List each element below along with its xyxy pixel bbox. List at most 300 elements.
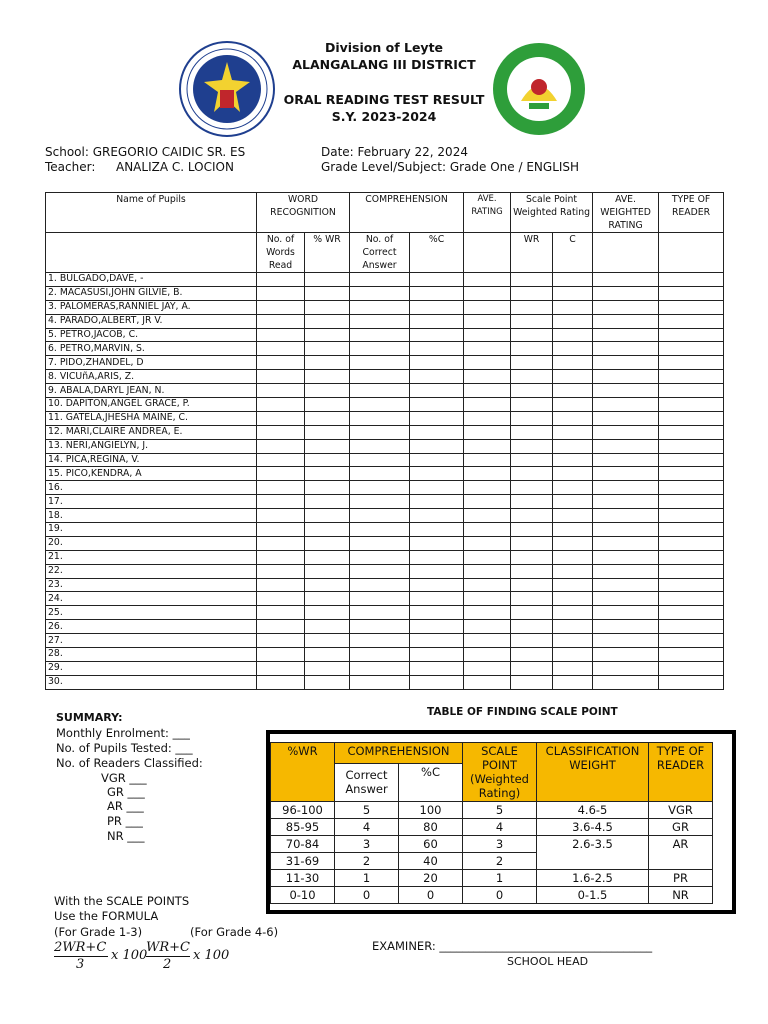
- formula-grade-1-3-expression: [54, 940, 154, 974]
- score-cell: [464, 370, 511, 384]
- score-cell: [410, 495, 464, 509]
- scale-weight-cell: 1.6-2.5: [537, 870, 649, 887]
- scale-wr-cell: 31-69: [271, 853, 335, 870]
- score-cell: [659, 439, 724, 453]
- score-cell: [464, 648, 511, 662]
- score-cell: [350, 648, 410, 662]
- score-cell: [305, 356, 350, 370]
- score-cell: [305, 564, 350, 578]
- score-cell: [350, 342, 410, 356]
- score-cell: [350, 509, 410, 523]
- score-cell: [350, 370, 410, 384]
- score-cell: [659, 578, 724, 592]
- score-cell: [350, 620, 410, 634]
- pupil-name-cell: 21.: [46, 550, 257, 564]
- score-cell: [410, 300, 464, 314]
- score-cell: [410, 634, 464, 648]
- scale-scale-cell: 0: [463, 887, 537, 904]
- score-cell: [350, 384, 410, 398]
- score-cell: [410, 398, 464, 412]
- score-cell: [511, 550, 553, 564]
- table-row: [46, 398, 724, 412]
- col-scale-point-header: Scale Point Weighted Rating: [511, 193, 593, 233]
- score-cell: [464, 439, 511, 453]
- scale-pct-c-header: %C: [399, 763, 463, 801]
- scale-scale-cell: 4: [463, 819, 537, 836]
- scale-type-header: TYPE OF READER: [649, 743, 713, 802]
- scale-classification-header: CLASSIFICATION WEIGHT: [537, 743, 649, 802]
- score-cell: [553, 509, 593, 523]
- score-cell: [350, 495, 410, 509]
- pupil-name-cell: 11. GATELA,JHESHA MAINE, C.: [46, 411, 257, 425]
- table-row: [46, 523, 724, 537]
- date-label: Date: February 22, 2024: [321, 145, 468, 159]
- score-cell: [257, 634, 305, 648]
- pupil-name-cell: 7. PIDO,ZHANDEL, D: [46, 356, 257, 370]
- score-cell: [659, 398, 724, 412]
- score-cell: [553, 300, 593, 314]
- scale-pct-cell: 100: [399, 802, 463, 819]
- formula-grade-4-6-expression: [146, 940, 246, 974]
- scale-weight-cell: 0-1.5: [537, 887, 649, 904]
- score-cell: [257, 453, 305, 467]
- score-cell: [464, 425, 511, 439]
- score-cell: [410, 356, 464, 370]
- table-row: [46, 634, 724, 648]
- score-cell: [305, 286, 350, 300]
- score-cell: [410, 314, 464, 328]
- score-cell: [593, 536, 659, 550]
- score-cell: [305, 592, 350, 606]
- table-row: [46, 411, 724, 425]
- score-cell: [350, 467, 410, 481]
- pupil-name-cell: 30.: [46, 675, 257, 689]
- score-cell: [257, 398, 305, 412]
- scale-correct-cell: 3: [335, 836, 399, 853]
- score-cell: [257, 495, 305, 509]
- school-head-label: SCHOOL HEAD: [507, 955, 589, 968]
- score-cell: [410, 439, 464, 453]
- score-cell: [659, 606, 724, 620]
- formula-1-numerator: 2WR+C: [54, 940, 107, 955]
- table-row: [271, 819, 713, 836]
- scale-wr-cell: 0-10: [271, 887, 335, 904]
- score-cell: [464, 300, 511, 314]
- score-cell: [410, 342, 464, 356]
- table-row: [46, 328, 724, 342]
- score-cell: [553, 634, 593, 648]
- formula-1-multiplier: x 100: [111, 948, 148, 963]
- score-cell: [410, 536, 464, 550]
- pupil-name-cell: 15. PICO,KENDRA, A: [46, 467, 257, 481]
- col-ave-weighted-header: AVE. WEIGHTED RATING: [593, 193, 659, 233]
- score-cell: [257, 578, 305, 592]
- scale-scale-cell: 5: [463, 802, 537, 819]
- scale-pct-cell: 60: [399, 836, 463, 853]
- pupil-name-cell: 25.: [46, 606, 257, 620]
- score-cell: [410, 523, 464, 537]
- pupil-name-cell: 14. PICA,REGINA, V.: [46, 453, 257, 467]
- score-cell: [511, 314, 553, 328]
- score-cell: [410, 273, 464, 287]
- score-cell: [593, 314, 659, 328]
- score-cell: [410, 648, 464, 662]
- score-cell: [659, 495, 724, 509]
- score-cell: [257, 564, 305, 578]
- table-row: [46, 481, 724, 495]
- formula-intro-1: With the SCALE POINTS: [54, 894, 190, 908]
- score-cell: [305, 398, 350, 412]
- table-row: [46, 536, 724, 550]
- scale-correct-cell: 4: [335, 819, 399, 836]
- score-cell: [410, 661, 464, 675]
- score-cell: [305, 411, 350, 425]
- table-row: [46, 467, 724, 481]
- score-cell: [305, 495, 350, 509]
- score-cell: [511, 370, 553, 384]
- score-cell: [257, 300, 305, 314]
- score-cell: [305, 606, 350, 620]
- score-cell: [464, 342, 511, 356]
- score-cell: [350, 314, 410, 328]
- score-cell: [350, 300, 410, 314]
- score-cell: [410, 592, 464, 606]
- score-cell: [659, 550, 724, 564]
- score-cell: [659, 675, 724, 689]
- table-row: [46, 425, 724, 439]
- score-cell: [464, 453, 511, 467]
- scale-correct-cell: 0: [335, 887, 399, 904]
- score-cell: [305, 384, 350, 398]
- table-row: [46, 314, 724, 328]
- score-cell: [593, 328, 659, 342]
- score-cell: [511, 648, 553, 662]
- pupil-name-cell: 23.: [46, 578, 257, 592]
- score-cell: [593, 592, 659, 606]
- score-cell: [257, 342, 305, 356]
- score-cell: [464, 398, 511, 412]
- score-cell: [464, 661, 511, 675]
- score-cell: [659, 648, 724, 662]
- score-cell: [511, 398, 553, 412]
- scale-type-cell: AR: [649, 836, 713, 870]
- table-row: [46, 453, 724, 467]
- scale-correct-cell: 2: [335, 853, 399, 870]
- score-cell: [511, 661, 553, 675]
- score-cell: [593, 356, 659, 370]
- score-cell: [305, 453, 350, 467]
- col-type-sub-blank: [659, 233, 724, 273]
- score-cell: [593, 370, 659, 384]
- score-cell: [553, 328, 593, 342]
- scale-weight-cell: 4.6-5: [537, 802, 649, 819]
- grade-level-label: Grade Level/Subject: Grade One / ENGLISH: [321, 160, 580, 174]
- table-row: [46, 606, 724, 620]
- pupil-name-cell: 6. PETRO,MARVIN, S.: [46, 342, 257, 356]
- score-cell: [305, 342, 350, 356]
- score-cell: [553, 370, 593, 384]
- score-cell: [593, 453, 659, 467]
- table-row: [46, 550, 724, 564]
- score-cell: [659, 661, 724, 675]
- score-cell: [350, 398, 410, 412]
- table-row: [46, 564, 724, 578]
- score-cell: [511, 328, 553, 342]
- score-cell: [553, 661, 593, 675]
- scale-point-header: SCALE POINT (Weighted Rating): [463, 743, 537, 802]
- score-cell: [257, 328, 305, 342]
- score-cell: [659, 356, 724, 370]
- col-wr-header: WR: [511, 233, 553, 273]
- score-cell: [593, 661, 659, 675]
- score-cell: [350, 273, 410, 287]
- formula-grade-4-6: (For Grade 4-6): [190, 925, 279, 939]
- score-cell: [350, 286, 410, 300]
- score-cell: [305, 467, 350, 481]
- score-cell: [350, 550, 410, 564]
- table-row: [46, 273, 724, 287]
- table-row: [46, 661, 724, 675]
- score-cell: [659, 634, 724, 648]
- score-cell: [659, 509, 724, 523]
- score-cell: [257, 411, 305, 425]
- score-cell: [511, 495, 553, 509]
- summary-ar: AR ___: [107, 799, 144, 813]
- pupil-name-cell: 19.: [46, 523, 257, 537]
- score-cell: [257, 620, 305, 634]
- score-cell: [553, 648, 593, 662]
- score-cell: [350, 328, 410, 342]
- score-cell: [305, 634, 350, 648]
- score-cell: [553, 467, 593, 481]
- score-cell: [350, 453, 410, 467]
- pupil-name-cell: 4. PARADO,ALBERT, JR V.: [46, 314, 257, 328]
- scale-wr-cell: 11-30: [271, 870, 335, 887]
- table-row: [46, 620, 724, 634]
- formula-2-denominator: 2: [163, 957, 172, 972]
- scale-table-title: TABLE OF FINDING SCALE POINT: [427, 706, 618, 718]
- score-cell: [305, 273, 350, 287]
- score-cell: [350, 425, 410, 439]
- score-cell: [659, 536, 724, 550]
- summary-gr: GR ___: [107, 785, 145, 799]
- teacher-name: ANALIZA C. LOCION: [116, 160, 234, 174]
- formula-2-multiplier: x 100: [193, 948, 230, 963]
- pupil-name-cell: 1. BULGADO,DAVE, -: [46, 273, 257, 287]
- score-cell: [410, 286, 464, 300]
- score-cell: [464, 273, 511, 287]
- score-cell: [659, 328, 724, 342]
- score-cell: [464, 634, 511, 648]
- score-cell: [305, 648, 350, 662]
- score-cell: [593, 286, 659, 300]
- scale-scale-cell: 3: [463, 836, 537, 853]
- score-cell: [257, 314, 305, 328]
- score-cell: [593, 648, 659, 662]
- score-cell: [257, 356, 305, 370]
- table-row: [46, 495, 724, 509]
- score-cell: [305, 370, 350, 384]
- formula-intro-2: Use the FORMULA: [54, 909, 159, 923]
- score-cell: [410, 384, 464, 398]
- score-cell: [511, 620, 553, 634]
- col-ave-weighted-sub-blank: [593, 233, 659, 273]
- pupil-name-cell: 20.: [46, 536, 257, 550]
- score-cell: [305, 300, 350, 314]
- score-cell: [511, 606, 553, 620]
- scale-wr-cell: 70-84: [271, 836, 335, 853]
- score-cell: [350, 661, 410, 675]
- score-cell: [464, 467, 511, 481]
- score-cell: [553, 620, 593, 634]
- score-cell: [659, 523, 724, 537]
- col-word-recognition-header: WORD RECOGNITION: [257, 193, 350, 233]
- score-cell: [350, 634, 410, 648]
- score-cell: [305, 509, 350, 523]
- score-cell: [593, 523, 659, 537]
- table-row: [46, 342, 724, 356]
- score-cell: [593, 342, 659, 356]
- score-cell: [464, 314, 511, 328]
- score-cell: [257, 592, 305, 606]
- pupil-name-cell: 28.: [46, 648, 257, 662]
- col-pct-wr-header: % WR: [305, 233, 350, 273]
- pupil-name-cell: 9. ABALA,DARYL JEAN, N.: [46, 384, 257, 398]
- summary-pr: PR ___: [107, 814, 143, 828]
- score-cell: [257, 536, 305, 550]
- score-cell: [410, 411, 464, 425]
- scale-type-cell: VGR: [649, 802, 713, 819]
- header-report-title: ORAL READING TEST RESULT: [283, 92, 485, 107]
- score-cell: [350, 536, 410, 550]
- score-cell: [593, 411, 659, 425]
- score-cell: [305, 523, 350, 537]
- score-cell: [410, 675, 464, 689]
- pupil-name-cell: 2. MACASUSI,JOHN GILVIE, B.: [46, 286, 257, 300]
- score-cell: [305, 620, 350, 634]
- score-cell: [464, 550, 511, 564]
- score-cell: [257, 467, 305, 481]
- scale-correct-cell: 1: [335, 870, 399, 887]
- score-cell: [593, 606, 659, 620]
- col-name-sub-blank: [46, 233, 257, 273]
- pupil-name-cell: 12. MARI,CLAIRE ANDREA, E.: [46, 425, 257, 439]
- score-cell: [593, 439, 659, 453]
- score-cell: [410, 370, 464, 384]
- score-cell: [593, 578, 659, 592]
- teacher-label: Teacher:: [45, 160, 96, 174]
- score-cell: [659, 592, 724, 606]
- score-cell: [659, 286, 724, 300]
- score-cell: [305, 314, 350, 328]
- score-cell: [553, 273, 593, 287]
- score-cell: [464, 606, 511, 620]
- pupil-name-cell: 3. PALOMERAS,RANNIEL JAY, A.: [46, 300, 257, 314]
- score-cell: [257, 286, 305, 300]
- summary-classified: No. of Readers Classified:: [56, 756, 203, 770]
- score-cell: [464, 536, 511, 550]
- score-cell: [659, 342, 724, 356]
- scale-scale-cell: 2: [463, 853, 537, 870]
- score-cell: [659, 273, 724, 287]
- score-cell: [553, 592, 593, 606]
- score-cell: [659, 467, 724, 481]
- header-district: ALANGALANG III DISTRICT: [292, 57, 476, 72]
- score-cell: [593, 398, 659, 412]
- score-cell: [464, 620, 511, 634]
- score-cell: [257, 273, 305, 287]
- scale-weight-cell: 3.6-4.5: [537, 819, 649, 836]
- score-cell: [464, 564, 511, 578]
- pupil-name-cell: 24.: [46, 592, 257, 606]
- scale-wr-cell: 85-95: [271, 819, 335, 836]
- score-cell: [410, 453, 464, 467]
- score-cell: [553, 536, 593, 550]
- table-row: [271, 870, 713, 887]
- score-cell: [350, 592, 410, 606]
- score-cell: [659, 620, 724, 634]
- pupil-name-cell: 29.: [46, 661, 257, 675]
- pupil-name-cell: 5. PETRO,JACOB, C.: [46, 328, 257, 342]
- score-cell: [410, 425, 464, 439]
- score-cell: [511, 453, 553, 467]
- scale-type-cell: GR: [649, 819, 713, 836]
- score-cell: [410, 578, 464, 592]
- score-cell: [350, 564, 410, 578]
- score-cell: [593, 384, 659, 398]
- score-cell: [257, 384, 305, 398]
- score-cell: [511, 342, 553, 356]
- score-cell: [593, 273, 659, 287]
- score-cell: [305, 578, 350, 592]
- score-cell: [305, 550, 350, 564]
- score-cell: [511, 439, 553, 453]
- score-cell: [350, 523, 410, 537]
- score-cell: [659, 314, 724, 328]
- score-cell: [410, 328, 464, 342]
- col-c-header: C: [553, 233, 593, 273]
- score-cell: [305, 536, 350, 550]
- score-cell: [464, 384, 511, 398]
- score-cell: [593, 481, 659, 495]
- score-cell: [511, 286, 553, 300]
- pupil-name-cell: 26.: [46, 620, 257, 634]
- score-cell: [350, 606, 410, 620]
- score-cell: [464, 481, 511, 495]
- score-cell: [511, 467, 553, 481]
- table-row: [271, 887, 713, 904]
- table-row: [46, 648, 724, 662]
- pupil-name-cell: 8. VICUñA,ARIS, Z.: [46, 370, 257, 384]
- score-cell: [257, 606, 305, 620]
- score-cell: [464, 592, 511, 606]
- score-cell: [305, 675, 350, 689]
- score-cell: [553, 384, 593, 398]
- score-cell: [464, 411, 511, 425]
- table-row: [271, 802, 713, 819]
- score-cell: [464, 286, 511, 300]
- scale-wr-header: %WR: [271, 743, 335, 802]
- score-cell: [410, 620, 464, 634]
- score-cell: [553, 523, 593, 537]
- score-cell: [593, 425, 659, 439]
- score-cell: [410, 467, 464, 481]
- score-cell: [257, 481, 305, 495]
- score-cell: [593, 550, 659, 564]
- summary-nr: NR ___: [107, 829, 145, 843]
- score-cell: [410, 509, 464, 523]
- score-cell: [511, 411, 553, 425]
